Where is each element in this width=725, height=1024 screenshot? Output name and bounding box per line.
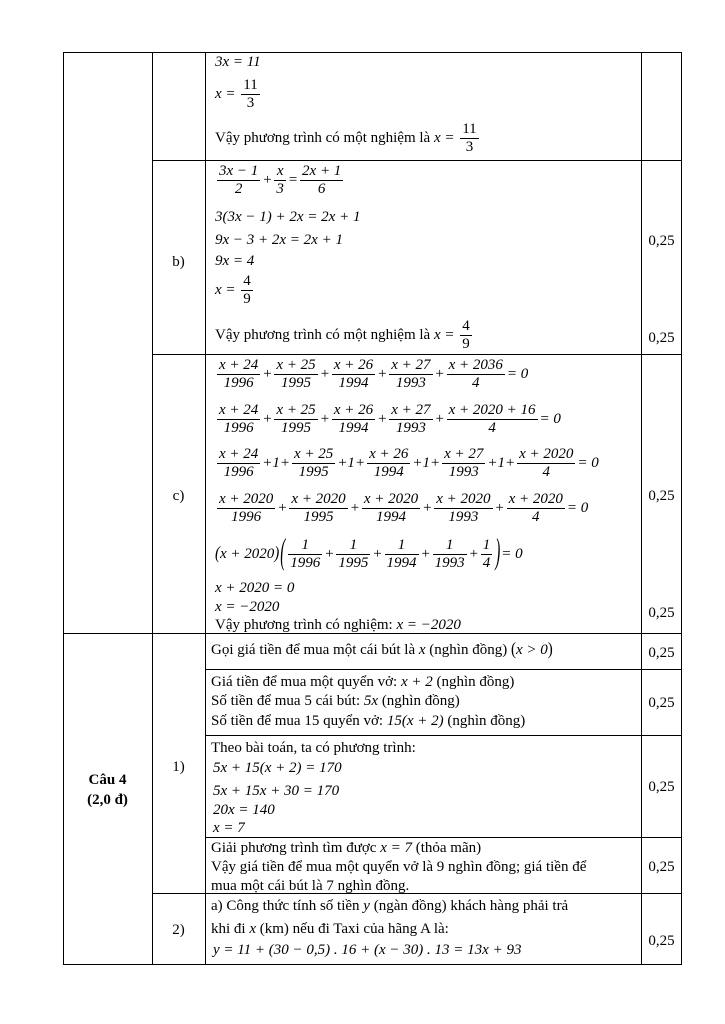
part-c-row4: $\frac{x + 2020}{1996}$ + $\frac{x + 2020}{1995}$ + $\frac{x + 2020}{1994}$ + $\frac{x + 2020}{1993}$ + $\frac{x + 2020}{4}$ = 0	[219, 491, 589, 525]
s3-line1: 5x + 15(x + 2) = 170	[213, 760, 342, 776]
column-divider-3	[641, 52, 642, 965]
s3-line3: 20x = 140	[213, 802, 275, 818]
s3-line4: x = 7	[213, 820, 245, 836]
s3-line2: 5x + 15x + 30 = 170	[213, 783, 340, 799]
score-b-1: 0,25	[648, 233, 675, 249]
part-b-line2: 3(3x − 1) + 2x = 2x + 1	[215, 209, 361, 225]
part-c-row1: $\frac{x + 24}{1996}$ + $\frac{x + 25}{1995}$ + $\frac{x + 26}{1994}$ + $\frac{x + 27}{1993}$ + $\frac{x + 2036}{4}$ = 0	[219, 357, 529, 391]
fraction: $\frac{11}{3}$	[243, 77, 258, 111]
part-a-line1: 3x = 11	[215, 54, 261, 70]
part-c-row5: (x + 2020)( $\frac{1}{1996}$ + $\frac{1}{1995}$ + $\frac{1}{1994}$ + $\frac{1}{1993}$ + $\frac{1}{4}$ )= 0	[215, 534, 523, 573]
s5-line-a: a) Công thức tính số tiền y (ngàn đồng) khách hàng phải trả	[211, 898, 569, 914]
score-s4: 0,25	[648, 859, 675, 875]
score-b-2: 0,25	[648, 330, 675, 346]
part-a-line2: x = $\frac{11}{3}$	[215, 77, 258, 111]
part-c-line7: x = −2020	[215, 599, 280, 615]
score-s1: 0,25	[648, 645, 675, 661]
table-border-right	[681, 52, 682, 965]
part-c-label: c)	[172, 488, 185, 504]
sub-question-2-label: 2)	[172, 922, 185, 938]
score-s2: 0,25	[648, 695, 675, 711]
score-c-2: 0,25	[648, 605, 675, 621]
question-points: (2,0 đ)	[87, 792, 128, 808]
column-divider-2	[205, 52, 206, 965]
part-b-conclusion: Vậy phương trình có một nghiệm là x = $\frac{4}{9}$	[215, 318, 470, 352]
s2-line-a: Giá tiền để mua một quyển vở: x + 2 (nghìn đồng)	[211, 674, 515, 690]
table-border-top	[63, 52, 682, 53]
s4-line-c: mua một cái bút là 7 nghìn đồng.	[211, 878, 410, 894]
s2-line-b: Số tiền để mua 5 cái bút: 5x (nghìn đồng)	[211, 693, 460, 709]
part-a-conclusion: Vậy phương trình có một nghiệm là x = $\frac{11}{3}$	[215, 121, 477, 155]
score-c-1: 0,25	[648, 488, 675, 504]
s1-text: Gọi giá tiền để mua một cái bút là x (nghìn đồng) (x > 0)	[211, 640, 553, 660]
part-b-line4: 9x = 4	[215, 253, 255, 269]
sub-question-1-label: 1)	[172, 759, 185, 775]
s4-line-b: Vậy giá tiền để mua một quyển vở là 9 nghìn đồng; giá tiền để	[211, 859, 587, 875]
score-s5: 0,25	[648, 933, 675, 949]
s5-line-b: khi đi x (km) nếu đi Taxi của hãng A là:	[211, 921, 449, 937]
row-divider-s1	[205, 669, 682, 670]
s4-line-a: Giải phương trình tìm được x = 7 (thỏa mãn)	[211, 840, 482, 856]
s3-intro: Theo bài toán, ta có phương trình:	[211, 740, 416, 756]
part-c-row2: $\frac{x + 24}{1996}$ + $\frac{x + 25}{1995}$ + $\frac{x + 26}{1994}$ + $\frac{x + 27}{1993}$ + $\frac{x + 2020 + 16}{4}$ = 0	[219, 402, 561, 436]
fraction: $\frac{11}{3}$	[462, 121, 477, 155]
s2-line-c: Số tiền để mua 15 quyển vở: 15(x + 2) (nghìn đồng)	[211, 713, 526, 729]
answer-table	[63, 52, 682, 965]
part-c-line6: x + 2020 = 0	[215, 580, 295, 596]
row-divider-a-b	[152, 160, 682, 161]
table-border-bottom	[63, 964, 682, 965]
column-divider-1	[152, 52, 153, 965]
part-b-eq1: $\frac{3x - 1}{2}$ + $\frac{x}{3}$ = $\frac{2x + 1}{6}$	[219, 163, 342, 197]
part-b-label: b)	[172, 254, 185, 270]
part-b-line3: 9x − 3 + 2x = 2x + 1	[215, 232, 343, 248]
table-border-left	[63, 52, 64, 965]
part-b-line5: x = $\frac{4}{9}$	[215, 273, 251, 307]
row-divider-b-c	[152, 354, 682, 355]
row-divider-s2	[205, 735, 682, 736]
part-c-row3: $\frac{x + 24}{1996}$ +1+ $\frac{x + 25}{1995}$ +1+ $\frac{x + 26}{1994}$ +1+ $\frac{x + 27}{1993}$ +1+ $\frac{x + 2020}{4}$ = 0	[219, 446, 599, 480]
s5-formula: y = 11 + (30 − 0,5) . 16 + (x − 30) . 13 = 13x + 93	[213, 942, 522, 958]
score-s3: 0,25	[648, 779, 675, 795]
part-c-conclusion: Vậy phương trình có nghiệm: x = −2020	[215, 617, 461, 633]
row-divider-s3	[205, 837, 682, 838]
question-title: Câu 4	[88, 772, 127, 788]
